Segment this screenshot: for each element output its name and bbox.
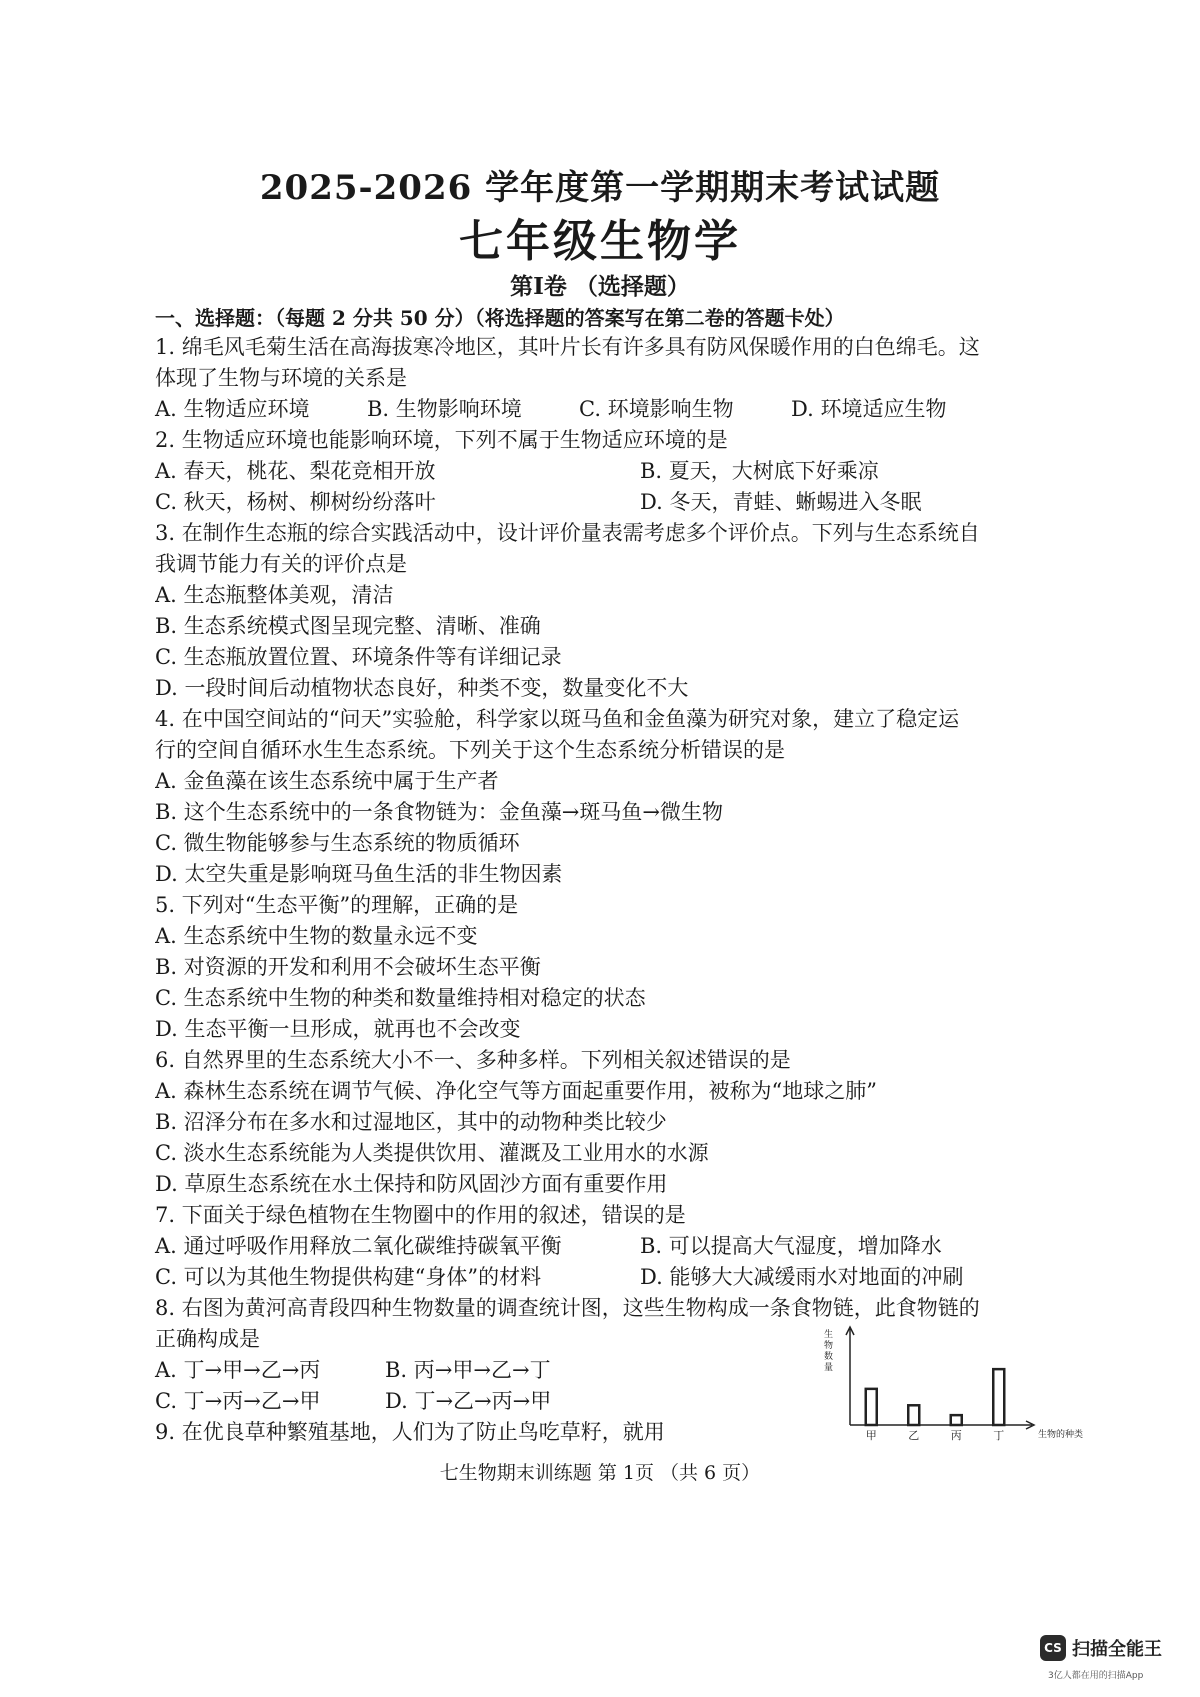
- camscanner-logo-icon: CS: [1040, 1635, 1066, 1661]
- part-title: 第Ⅰ卷 （选择题）: [510, 273, 690, 300]
- question-list: [155, 332, 1085, 1448]
- q4-option-a: A. 金鱼藻在该生态系统中属于生产者: [155, 769, 499, 793]
- bar-0: [866, 1389, 877, 1425]
- q6-option-a: A. 森林生态系统在调节气候、净化空气等方面起重要作用，被称为“地球之肺”: [155, 1079, 877, 1103]
- q1-stem-line2: 体现了生物与环境的关系是: [155, 366, 407, 390]
- q8-option-d: D. 丁→乙→丙→甲: [385, 1389, 552, 1413]
- x-tick-label: 甲: [865, 1429, 877, 1442]
- q2-option-c: C. 秋天，杨树、柳树纷纷落叶: [155, 490, 436, 514]
- q7-options-row1: [155, 1231, 1085, 1262]
- q8-stem-line1: 8. 右图为黄河高青段四种生物数量的调查统计图，这些生物构成一条食物链，此食物链的: [155, 1296, 980, 1320]
- q1-option-c: C. 环境影响生物: [579, 397, 734, 421]
- q7-option-a: A. 通过呼吸作用释放二氧化碳维持碳氧平衡: [155, 1234, 562, 1258]
- q8-option-c: C. 丁→丙→乙→甲: [155, 1389, 321, 1413]
- q3-stem-line2: 我调节能力有关的评价点是: [155, 552, 407, 576]
- watermark-name: 扫描全能王: [1072, 1639, 1162, 1660]
- section-heading: 一、选择题：（每题 2 分共 50 分）（将选择题的答案写在第二卷的答题卡处）: [155, 306, 845, 330]
- q7-option-d: D. 能够大大减缓雨水对地面的冲刷: [640, 1265, 964, 1289]
- q7-options-row2: [155, 1262, 1085, 1293]
- bar-1: [908, 1405, 919, 1425]
- q4-option-d: D. 太空失重是影响斑马鱼生活的非生物因素: [155, 862, 563, 886]
- q6-option-b: B. 沼泽分布在多水和过湿地区，其中的动物种类比较少: [155, 1110, 667, 1134]
- q7-option-c: C. 可以为其他生物提供构建“身体”的材料: [155, 1265, 542, 1289]
- page-footer: 七生物期末训练题 第 1页 （共 6 页）: [439, 1462, 761, 1484]
- y-axis-label: 生物数量: [824, 1330, 834, 1373]
- q2-options-row2: [155, 487, 1085, 518]
- q2-option-d: D. 冬天，青蛙、蜥蜴进入冬眠: [640, 490, 922, 514]
- q5-stem: 5. 下列对“生态平衡”的理解，正确的是: [155, 893, 519, 917]
- q3-option-c: C. 生态瓶放置位置、环境条件等有详细记录: [155, 645, 562, 669]
- x-tick-label: 丙: [950, 1429, 962, 1442]
- scanner-watermark: [1040, 1635, 1162, 1661]
- q2-options-row1: [155, 456, 1085, 487]
- q1-option-a: A. 生物适应环境: [155, 397, 310, 421]
- q5-option-d: D. 生态平衡一旦形成，就再也不会改变: [155, 1017, 521, 1041]
- subject-title: 七年级生物学: [459, 216, 741, 267]
- bar-3: [993, 1369, 1004, 1425]
- q3-option-d: D. 一段时间后动植物状态良好，种类不变，数量变化不大: [155, 676, 689, 700]
- population-bar-chart: [810, 1325, 1090, 1445]
- watermark-tagline: 3亿人都在用的扫描App: [1048, 1671, 1144, 1681]
- q3-stem-line1: 3. 在制作生态瓶的综合实践活动中，设计评价量表需考虑多个评价点。下列与生态系统自: [155, 521, 980, 545]
- q1-option-b: B. 生物影响环境: [367, 397, 522, 421]
- q6-option-d: D. 草原生态系统在水土保持和防风固沙方面有重要作用: [155, 1172, 668, 1196]
- q7-option-b: B. 可以提高大气湿度，增加降水: [640, 1234, 942, 1258]
- q4-option-b: B. 这个生态系统中的一条食物链为：金鱼藻→斑马鱼→微生物: [155, 800, 723, 824]
- q5-option-c: C. 生态系统中生物的种类和数量维持相对稳定的状态: [155, 986, 646, 1010]
- q3-option-b: B. 生态系统模式图呈现完整、清晰、准确: [155, 614, 541, 638]
- q1-options: [155, 394, 1085, 425]
- q7-stem: 7. 下面关于绿色植物在生物圈中的作用的叙述，错误的是: [155, 1203, 686, 1227]
- x-tick-label: 丁: [993, 1429, 1005, 1442]
- x-tick-label: 乙: [908, 1429, 920, 1442]
- q5-option-b: B. 对资源的开发和利用不会破坏生态平衡: [155, 955, 541, 979]
- q3-option-a: A. 生态瓶整体美观，清洁: [155, 583, 394, 607]
- q8-stem-line2: 正确构成是: [155, 1327, 260, 1351]
- q1-stem-line1: 1. 绵毛风毛菊生活在高海拔寒冷地区，其叶片长有许多具有防风保暖作用的白色绵毛。这: [155, 335, 980, 359]
- q8-option-a: A. 丁→甲→乙→丙: [155, 1358, 321, 1382]
- bar-2: [951, 1415, 962, 1425]
- x-axis-label: 生物的种类: [1038, 1430, 1084, 1440]
- q5-option-a: A. 生态系统中生物的数量永远不变: [155, 924, 478, 948]
- q4-stem-line2: 行的空间自循环水生生态系统。下列关于这个生态系统分析错误的是: [155, 738, 785, 762]
- q6-option-c: C. 淡水生态系统能为人类提供饮用、灌溉及工业用水的水源: [155, 1141, 709, 1165]
- q2-stem: 2. 生物适应环境也能影响环境，下列不属于生物适应环境的是: [155, 428, 728, 452]
- q9-stem: 9. 在优良草种繁殖基地，人们为了防止鸟吃草籽，就用: [155, 1420, 665, 1444]
- q4-option-c: C. 微生物能够参与生态系统的物质循环: [155, 831, 520, 855]
- exam-title: 2025-2026 学年度第一学期期末考试试题: [259, 168, 941, 208]
- q2-option-a: A. 春天，桃花、梨花竞相开放: [155, 459, 436, 483]
- q6-stem: 6. 自然界里的生态系统大小不一、多种多样。下列相关叙述错误的是: [155, 1048, 791, 1072]
- q8-option-b: B. 丙→甲→乙→丁: [385, 1358, 551, 1382]
- q2-option-b: B. 夏天，大树底下好乘凉: [640, 459, 879, 483]
- q4-stem-line1: 4. 在中国空间站的“问天”实验舱，科学家以斑马鱼和金鱼藻为研究对象，建立了稳定运: [155, 707, 960, 731]
- q1-option-d: D. 环境适应生物: [791, 397, 947, 421]
